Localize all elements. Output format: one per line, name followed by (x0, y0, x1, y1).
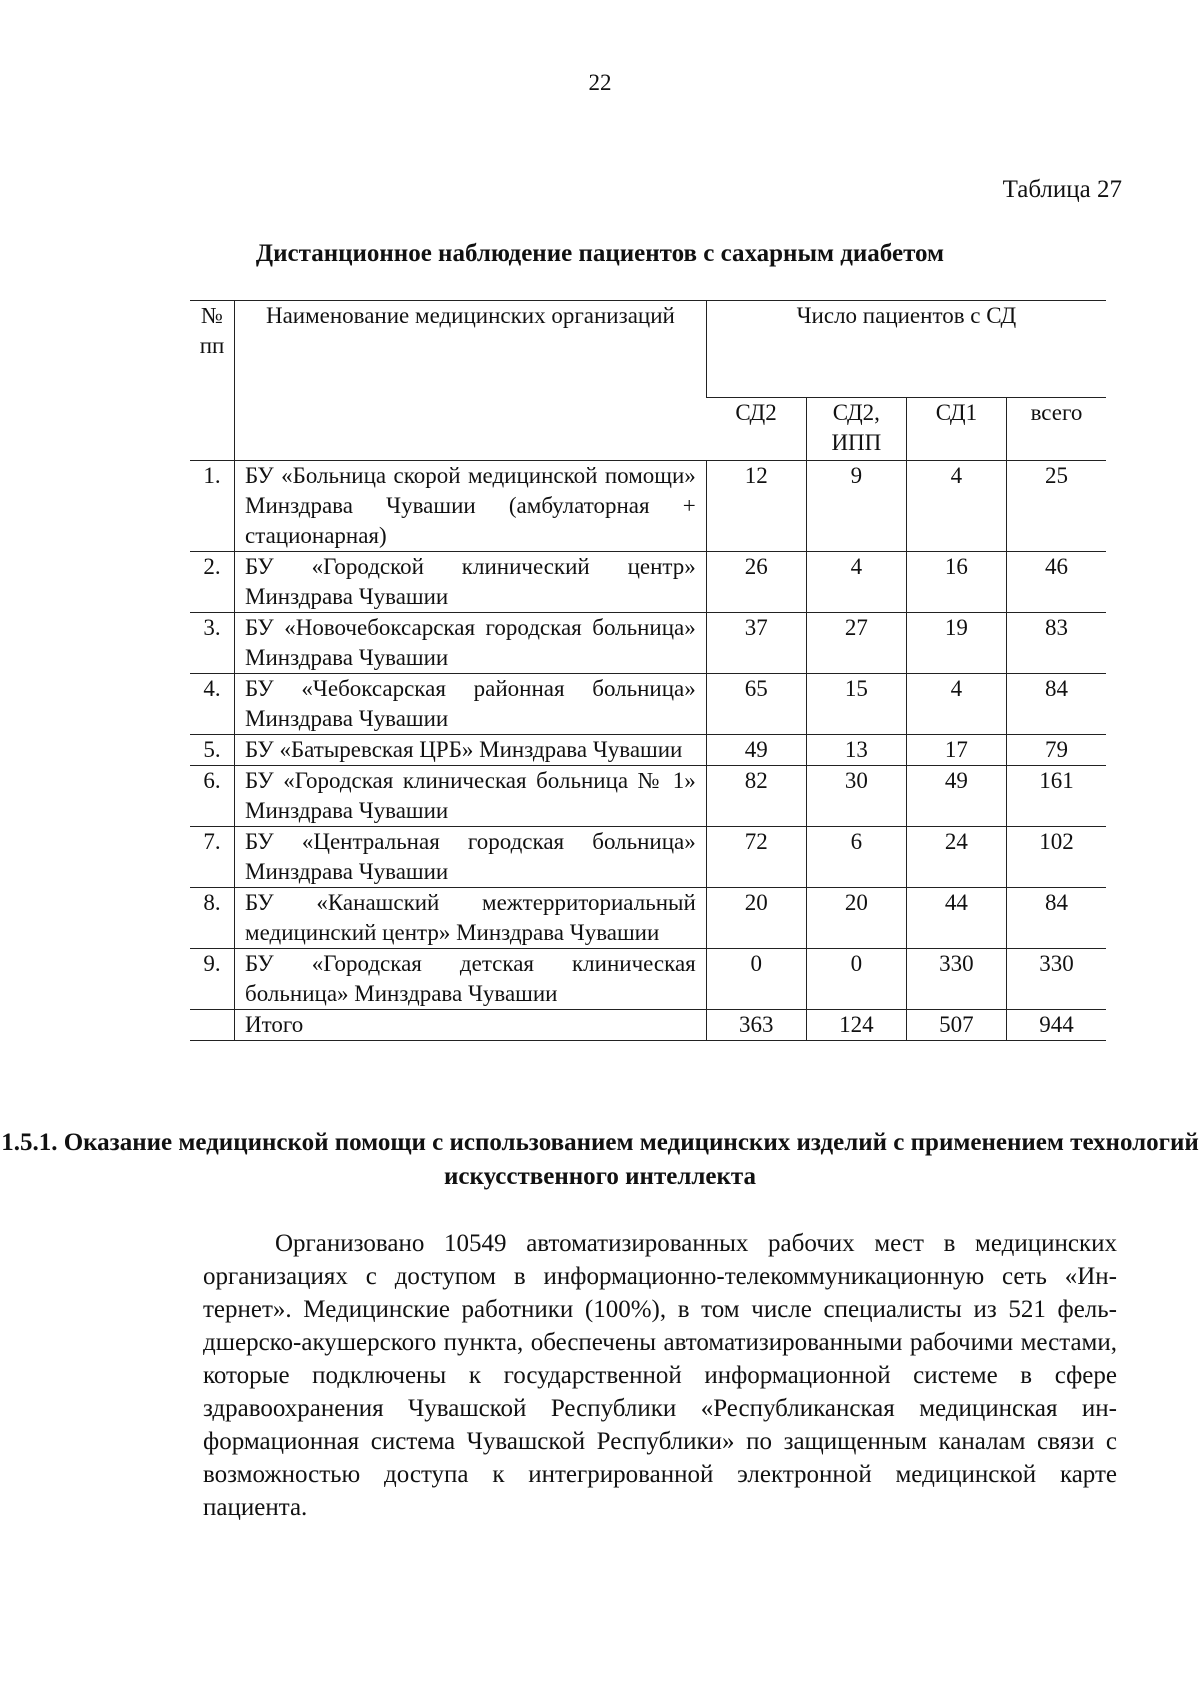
value-sd2: 65 (706, 674, 806, 735)
value-sd2: 363 (706, 1010, 806, 1041)
row-number: 2. (190, 552, 235, 613)
value-sd1: 49 (906, 766, 1006, 827)
header-total: всего (1006, 398, 1106, 461)
organization-name: БУ «Больница скорой медицинской помощи» Минздрава Чувашии (амбулаторная + стационарная) (235, 461, 707, 552)
section-heading: 1.5.1. Оказание медицинской помощи с использованием медицинских изделий с применением технологий искусственного интеллекта (1, 1129, 1199, 1190)
value-sd1: 16 (906, 552, 1006, 613)
table-caption: Таблица 27 (1002, 176, 1122, 203)
value-total: 944 (1006, 1010, 1106, 1041)
table-row (190, 552, 1106, 613)
table-total-row (190, 1010, 1106, 1041)
value-sd1: 4 (906, 461, 1006, 552)
row-number: 4. (190, 674, 235, 735)
value-sd2-ipp: 9 (806, 461, 906, 552)
row-number: 8. (190, 888, 235, 949)
value-sd2: 20 (706, 888, 806, 949)
body-paragraph: Организовано 10549 автоматизированных рабочих мест в медицинских организациях с доступом в информационно-телекоммуникационную сеть «Интернет». Медицинские работники (100%), в том числе специалисты из 521 фельдшерско-акушерского пункта, обеспечены автоматизированными рабочими местами, которые подключены к государственной информационной системе в сфере здравоохранения Чувашской Республики «Республиканская медицинская информационная система Чувашской Республики» по защищенным каналам связи с возможностью доступа к интегрированной электронной медицинской карте пациента. (203, 1230, 1117, 1521)
header-sd1: СД1 (906, 398, 1006, 461)
value-sd2: 82 (706, 766, 806, 827)
value-sd2-ipp: 27 (806, 613, 906, 674)
value-sd1: 330 (906, 949, 1006, 1010)
value-total: 25 (1006, 461, 1106, 552)
table-row (190, 888, 1106, 949)
value-total: 102 (1006, 827, 1106, 888)
value-total: 79 (1006, 735, 1106, 766)
value-sd2: 49 (706, 735, 806, 766)
organization-name: БУ «Городская детская клиническая больница» Минздрава Чувашии (235, 949, 707, 1010)
value-sd2-ipp: 124 (806, 1010, 906, 1041)
value-sd2-ipp: 15 (806, 674, 906, 735)
table-row (190, 827, 1106, 888)
value-sd1: 17 (906, 735, 1006, 766)
value-total: 330 (1006, 949, 1106, 1010)
organization-name: БУ «Центральная городская больница» Минздрава Чувашии (235, 827, 707, 888)
row-number: 7. (190, 827, 235, 888)
page-number: 22 (588, 70, 612, 95)
value-sd2-ipp: 4 (806, 552, 906, 613)
value-sd2-ipp: 0 (806, 949, 906, 1010)
header-sd2: СД2 (706, 398, 806, 461)
value-total: 83 (1006, 613, 1106, 674)
value-sd1: 4 (906, 674, 1006, 735)
value-sd1: 24 (906, 827, 1006, 888)
organization-name: БУ «Городская клиническая больница № 1» Минздрава Чувашии (235, 766, 707, 827)
value-sd1: 44 (906, 888, 1006, 949)
value-sd2: 37 (706, 613, 806, 674)
header-sd2-ipp: СД2, ИПП (806, 398, 906, 461)
value-sd2: 12 (706, 461, 806, 552)
value-sd2: 26 (706, 552, 806, 613)
header-organization-name: Наименование медицинских организаций (235, 301, 707, 461)
patients-table (190, 300, 1106, 1041)
value-sd1: 507 (906, 1010, 1006, 1041)
organization-name: БУ «Чебоксарская районная больница» Минздрава Чувашии (235, 674, 707, 735)
table-row (190, 766, 1106, 827)
value-sd2: 72 (706, 827, 806, 888)
value-sd2-ipp: 13 (806, 735, 906, 766)
organization-name: Итого (235, 1010, 707, 1041)
value-total: 161 (1006, 766, 1106, 827)
row-number (190, 1010, 235, 1041)
table-body (190, 461, 1106, 1041)
header-number: № пп (190, 301, 235, 461)
value-total: 46 (1006, 552, 1106, 613)
value-total: 84 (1006, 674, 1106, 735)
table-row (190, 674, 1106, 735)
value-sd1: 19 (906, 613, 1006, 674)
row-number: 5. (190, 735, 235, 766)
table-row (190, 735, 1106, 766)
value-total: 84 (1006, 888, 1106, 949)
header-patient-count: Число пациентов с СД (706, 301, 1106, 398)
organization-name: БУ «Новочебоксарская городская больница» Минздрава Чувашии (235, 613, 707, 674)
organization-name: БУ «Канашский межтерриториальный медицинский центр» Минздрава Чувашии (235, 888, 707, 949)
table-title: Дистанционное наблюдение пациентов с сахарным диабетом (255, 240, 945, 267)
table-row (190, 461, 1106, 552)
organization-name: БУ «Батыревская ЦРБ» Минздрава Чувашии (235, 735, 707, 766)
value-sd2-ipp: 20 (806, 888, 906, 949)
row-number: 6. (190, 766, 235, 827)
value-sd2: 0 (706, 949, 806, 1010)
table-row (190, 613, 1106, 674)
row-number: 3. (190, 613, 235, 674)
value-sd2-ipp: 6 (806, 827, 906, 888)
organization-name: БУ «Городской клинический центр» Минздрава Чувашии (235, 552, 707, 613)
row-number: 9. (190, 949, 235, 1010)
value-sd2-ipp: 30 (806, 766, 906, 827)
table-row (190, 949, 1106, 1010)
row-number: 1. (190, 461, 235, 552)
